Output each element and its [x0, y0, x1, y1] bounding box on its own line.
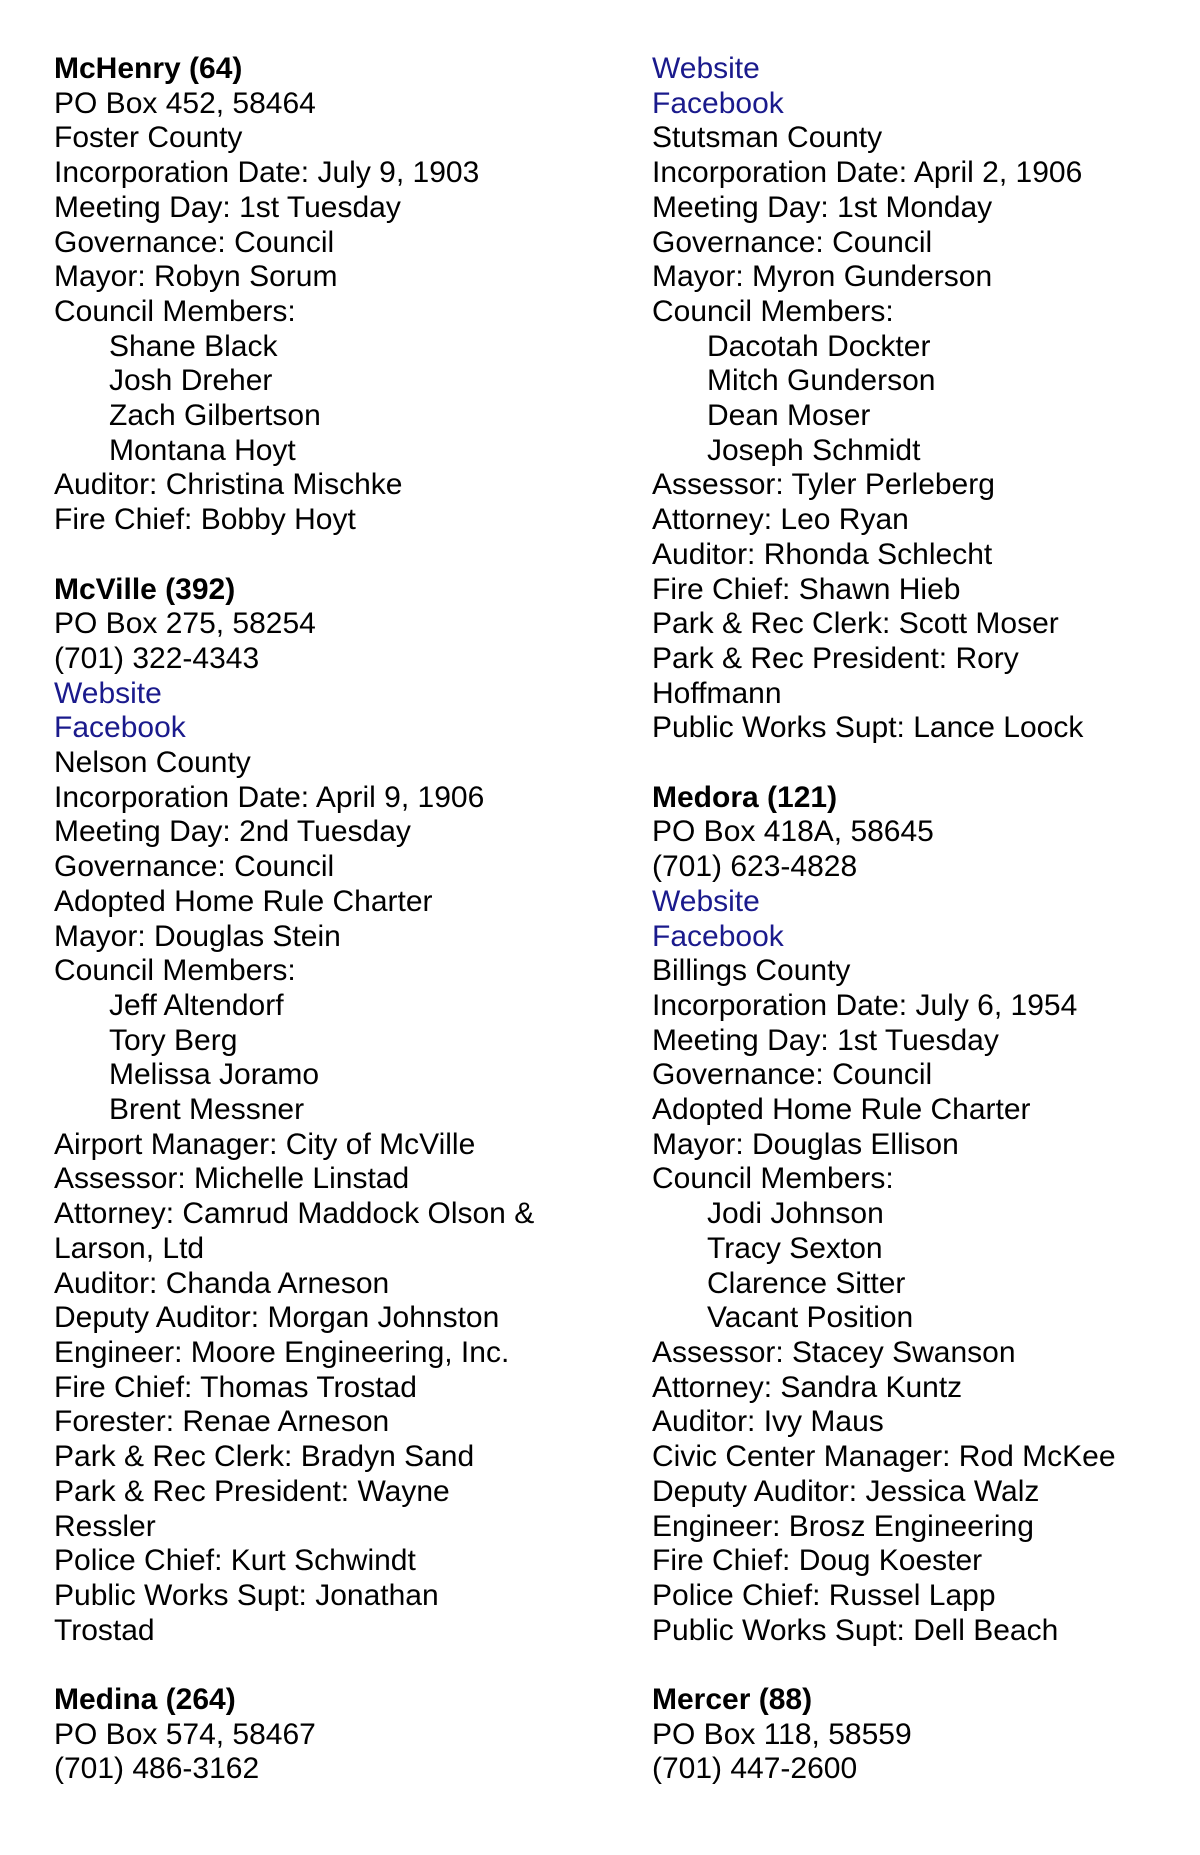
mailing-address: PO Box 418A, 58645	[652, 815, 934, 849]
governance: Governance: Council	[54, 850, 335, 884]
county: Nelson County	[54, 746, 251, 780]
official-line: Fire Chief: Doug Koester	[652, 1544, 983, 1578]
mayor: Mayor: Myron Gunderson	[652, 260, 993, 294]
official-line: Assessor: Michelle Linstad	[54, 1162, 410, 1196]
mayor: Mayor: Robyn Sorum	[54, 260, 338, 294]
right-column	[652, 52, 1200, 1822]
council-member: Dean Moser	[707, 399, 871, 433]
website-link[interactable]: Website	[652, 52, 760, 85]
mailing-address: PO Box 452, 58464	[54, 86, 316, 120]
city-entry-mercer	[652, 1683, 1200, 1787]
official-line: Trostad	[54, 1613, 155, 1647]
council-member: Jodi Johnson	[707, 1197, 884, 1231]
official-line: Police Chief: Kurt Schwindt	[54, 1544, 416, 1578]
official-line: Auditor: Chanda Arneson	[54, 1266, 390, 1300]
official-line: Assessor: Tyler Perleberg	[652, 468, 995, 502]
council-member: Zach Gilbertson	[109, 399, 321, 433]
county: Stutsman County	[652, 121, 883, 155]
council-member: Dacotah Dockter	[707, 329, 931, 363]
official-line: Deputy Auditor: Morgan Johnston	[54, 1301, 500, 1335]
home-rule-charter: Adopted Home Rule Charter	[652, 1093, 1031, 1127]
city-name: Medina (264)	[54, 1683, 236, 1717]
official-line: Park & Rec President: Wayne	[54, 1474, 450, 1508]
official-line: Ressler	[54, 1509, 156, 1543]
council-member: Jeff Altendorf	[109, 988, 284, 1022]
left-column	[54, 52, 614, 1822]
meeting-day: Meeting Day: 1st Tuesday	[652, 1023, 999, 1057]
incorporation-date: Incorporation Date: April 2, 1906	[652, 156, 1083, 190]
official-line: Engineer: Moore Engineering, Inc.	[54, 1336, 510, 1369]
county: Billings County	[652, 954, 851, 988]
mailing-address: PO Box 574, 58467	[54, 1717, 316, 1751]
official-line: Public Works Supt: Dell Beach	[652, 1613, 1059, 1647]
incorporation-date: Incorporation Date: July 6, 1954	[652, 988, 1078, 1022]
city-name: McVille (392)	[54, 572, 236, 606]
mailing-address: PO Box 275, 58254	[54, 607, 316, 641]
meeting-day: Meeting Day: 1st Monday	[652, 190, 993, 224]
council-members-label: Council Members:	[54, 954, 296, 988]
council-member: Mitch Gunderson	[707, 364, 936, 398]
official-line: Auditor: Rhonda Schlecht	[652, 537, 993, 571]
city-entry-mchenry	[54, 52, 614, 538]
council-member: Tory Berg	[109, 1023, 238, 1057]
official-line: Fire Chief: Shawn Hieb	[652, 572, 961, 606]
phone-number: (701) 623-4828	[652, 850, 858, 884]
facebook-link[interactable]: Facebook	[652, 919, 784, 953]
official-fire-chief: Fire Chief: Bobby Hoyt	[54, 503, 356, 537]
council-member: Vacant Position	[707, 1301, 914, 1335]
facebook-link[interactable]: Facebook	[54, 711, 186, 745]
official-line: Attorney: Sandra Kuntz	[652, 1370, 963, 1404]
city-entry-mcville	[54, 573, 614, 1649]
official-line: Police Chief: Russel Lapp	[652, 1578, 996, 1612]
home-rule-charter: Adopted Home Rule Charter	[54, 884, 433, 918]
mayor: Mayor: Douglas Ellison	[652, 1127, 959, 1161]
council-member: Brent Messner	[109, 1093, 305, 1127]
phone-number: (701) 322-4343	[54, 641, 260, 675]
city-entry-medina-continued	[652, 52, 1200, 746]
official-line: Auditor: Ivy Maus	[652, 1405, 884, 1439]
official-line: Attorney: Leo Ryan	[652, 503, 909, 537]
council-member: Tracy Sexton	[707, 1231, 883, 1265]
official-line: Park & Rec Clerk: Bradyn Sand	[54, 1440, 475, 1474]
governance: Governance: Council	[652, 225, 933, 259]
county: Foster County	[54, 121, 243, 155]
official-line: Larson, Ltd	[54, 1231, 205, 1265]
meeting-day: Meeting Day: 1st Tuesday	[54, 190, 401, 224]
website-link[interactable]: Website	[54, 676, 162, 710]
mayor: Mayor: Douglas Stein	[54, 919, 341, 953]
official-line: Attorney: Camrud Maddock Olson &	[54, 1197, 535, 1231]
city-entry-medora	[652, 781, 1200, 1649]
phone-number: (701) 447-2600	[652, 1752, 858, 1786]
official-line: Civic Center Manager: Rod McKee	[652, 1440, 1116, 1474]
official-line: Engineer: Brosz Engineering	[652, 1509, 1034, 1543]
official-line: Fire Chief: Thomas Trostad	[54, 1370, 417, 1404]
council-member: Shane Black	[109, 329, 278, 363]
incorporation-date: Incorporation Date: April 9, 1906	[54, 780, 485, 814]
city-name: Medora (121)	[652, 780, 838, 814]
council-member: Melissa Joramo	[109, 1058, 320, 1092]
facebook-link[interactable]: Facebook	[652, 86, 784, 120]
council-member: Joseph Schmidt	[707, 433, 921, 467]
official-line: Park & Rec President: Rory	[652, 641, 1019, 675]
official-line: Public Works Supt: Lance Loock	[652, 711, 1084, 745]
governance: Governance: Council	[54, 225, 335, 259]
meeting-day: Meeting Day: 2nd Tuesday	[54, 815, 411, 849]
council-member: Montana Hoyt	[109, 433, 296, 467]
official-line: Public Works Supt: Jonathan	[54, 1578, 439, 1612]
official-line: Hoffmann	[652, 676, 782, 710]
official-line: Forester: Renae Arneson	[54, 1405, 390, 1439]
website-link[interactable]: Website	[652, 884, 760, 918]
official-line: Assessor: Stacey Swanson	[652, 1336, 1016, 1369]
council-members-label: Council Members:	[652, 1162, 894, 1196]
phone-number: (701) 486-3162	[54, 1752, 260, 1786]
city-entry-medina	[54, 1683, 614, 1787]
city-name: Mercer (88)	[652, 1683, 813, 1717]
official-line: Deputy Auditor: Jessica Walz	[652, 1474, 1040, 1508]
council-member: Clarence Sitter	[707, 1266, 906, 1300]
incorporation-date: Incorporation Date: July 9, 1903	[54, 156, 480, 190]
official-line: Park & Rec Clerk: Scott Moser	[652, 607, 1059, 641]
city-name: McHenry (64)	[54, 52, 243, 85]
council-member: Josh Dreher	[109, 364, 273, 398]
council-members-label: Council Members:	[54, 294, 296, 328]
official-auditor: Auditor: Christina Mischke	[54, 468, 403, 502]
official-line: Airport Manager: City of McVille	[54, 1127, 476, 1161]
governance: Governance: Council	[652, 1058, 933, 1092]
mailing-address: PO Box 118, 58559	[652, 1717, 912, 1751]
council-members-label: Council Members:	[652, 294, 894, 328]
